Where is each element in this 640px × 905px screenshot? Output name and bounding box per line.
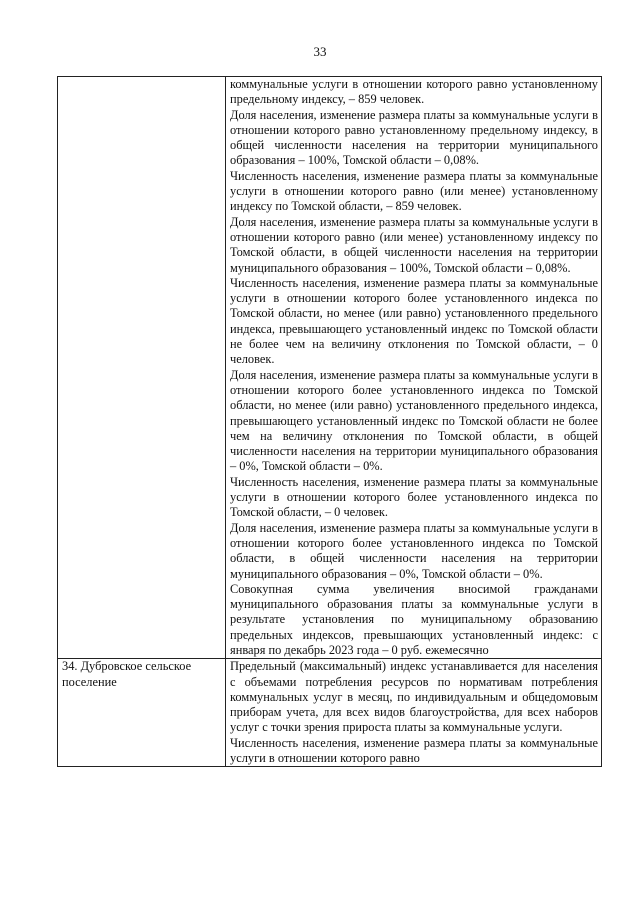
settlement-cell: 34. Дубровское сельское поселение bbox=[58, 659, 226, 767]
paragraph: Доля населения, изменение размера платы за коммунальные услуги в отношении которого более установленного индекса по Томской области, но менее (или равно) установленного предельного индекса, превышающего установленный индекс по Томской области не более чем на величину отклонения по Томской области, в общей численности населения на территории муниципального образования – 0%, Томской области – 0%. bbox=[230, 367, 598, 474]
paragraph: Доля населения, изменение размера платы за коммунальные услуги в отношении которого равно (или менее) установленному индексу по Томской области, в общей численности населения на территории муниципального образования – 100%, Томской области – 0,08%. bbox=[230, 214, 598, 275]
paragraph: Численность населения, изменение размера платы за коммунальные услуги в отношении которого более установленного индекса по Томской области, но менее (или равно) установленного предельного индекса, превышающего установленный индекс по Томской области не более чем на величину отклонения по Томской области, – 0 человек. bbox=[230, 275, 598, 367]
settlement-cell bbox=[58, 77, 226, 659]
description-cell bbox=[226, 77, 602, 659]
indices-table bbox=[57, 76, 602, 767]
table-row bbox=[58, 659, 602, 767]
paragraph: коммунальные услуги в отношении которого равно установленному предельному индексу, – 859 человек. bbox=[230, 77, 598, 107]
paragraph: Предельный (максимальный) индекс устанавливается для населения с объемами потребления ресурсов по нормативам потребления коммунальных услуг в месяц, по индивидуальным и общедомовым приборам учета, для всех видов благоустройства, для всех наборов услуг с точки зрения прироста платы за коммунальные услуги. bbox=[230, 659, 598, 735]
paragraph: Доля населения, изменение размера платы за коммунальные услуги в отношении которого равно установленному предельному индексу, в общей численности населения на территории муниципального образования – 100%, Томской области – 0,08%. bbox=[230, 107, 598, 168]
paragraph: Численность населения, изменение размера платы за коммунальные услуги в отношении которого равно bbox=[230, 735, 598, 766]
table-row bbox=[58, 77, 602, 659]
paragraph: Численность населения, изменение размера платы за коммунальные услуги в отношении которого равно (или менее) установленному индексу по Томской области, – 859 человек. bbox=[230, 168, 598, 214]
paragraph: Совокупная сумма увеличения вносимой гражданами муниципального образования платы за коммунальные услуги в результате установления по муниципальному образованию предельных индексов, превышающих установленный индекс: с января по декабрь 2023 года – 0 руб. ежемесячно bbox=[230, 581, 598, 657]
description-cell bbox=[226, 659, 602, 767]
page-number: 33 bbox=[313, 44, 327, 59]
paragraph: Численность населения, изменение размера платы за коммунальные услуги в отношении которого более установленного индекса по Томской области, – 0 человек. bbox=[230, 474, 598, 520]
paragraph: Доля населения, изменение размера платы за коммунальные услуги в отношении которого более установленного индекса по Томской области, в общей численности населения на территории муниципального образования – 0%, Томской области – 0%. bbox=[230, 520, 598, 581]
